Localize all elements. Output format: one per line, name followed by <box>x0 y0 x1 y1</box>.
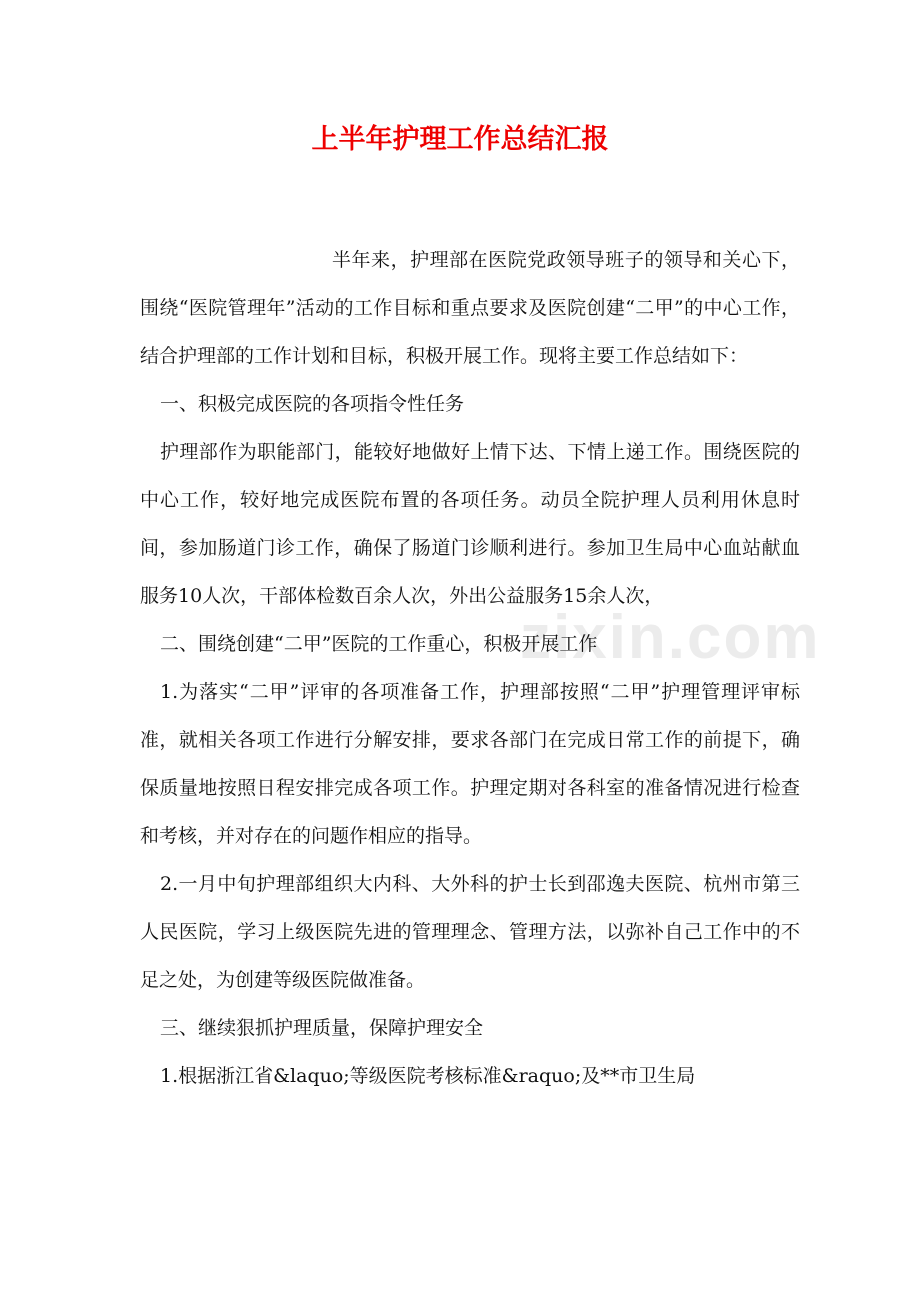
section-heading-1: 一、积极完成医院的各项指令性任务 <box>160 393 465 415</box>
paragraph-intro: 半年来，护理部在医院党政领导班子的领导和关心下，围绕“医院管理年”活动的工作目标和重点要求及医院创建“二甲”的中心工作，结合护理部的工作计划和目标，积极开展工作。现将主要工作总结如下： <box>140 249 800 367</box>
section-heading-3: 三、继续狠抓护理质量，保障护理安全 <box>160 1017 484 1039</box>
paragraph-section-1: 护理部作为职能部门，能较好地做好上情下达、下情上递工作。围绕医院的中心工作，较好地完成医院布置的各项任务。动员全院护理人员利用休息时间，参加肠道门诊工作，确保了肠道门诊顺利进行。参加卫生局中心血站献血服务10人次，干部体检数百余人次，外出公益服务15余人次， <box>140 441 800 607</box>
paragraph-item-3-1: 1.根据浙江省&laquo;等级医院考核标准&raquo;及**市卫生局 <box>160 1065 696 1087</box>
paragraph-item-2-2: 2.一月中旬护理部组织大内科、大外科的护士长到邵逸夫医院、杭州市第三人民医院，学习上级医院先进的管理理念、管理方法，以弥补自己工作中的不足之处，为创建等级医院做准备。 <box>140 873 800 991</box>
document-body <box>140 236 800 1100</box>
section-heading-2: 二、围绕创建“二甲”医院的工作重心，积极开展工作 <box>160 633 598 655</box>
document-title: 上半年护理工作总结汇报 <box>311 124 609 155</box>
paragraph-item-2-1: 1.为落实“二甲”评审的各项准备工作，护理部按照“二甲”护理管理评审标准，就相关各项工作进行分解安排，要求各部门在完成日常工作的前提下，确保质量地按照日程安排完成各项工作。护理定期对各科室的准备情况进行检查和考核，并对存在的问题作相应的指导。 <box>140 681 800 847</box>
watermark: zixin.com <box>520 603 821 672</box>
